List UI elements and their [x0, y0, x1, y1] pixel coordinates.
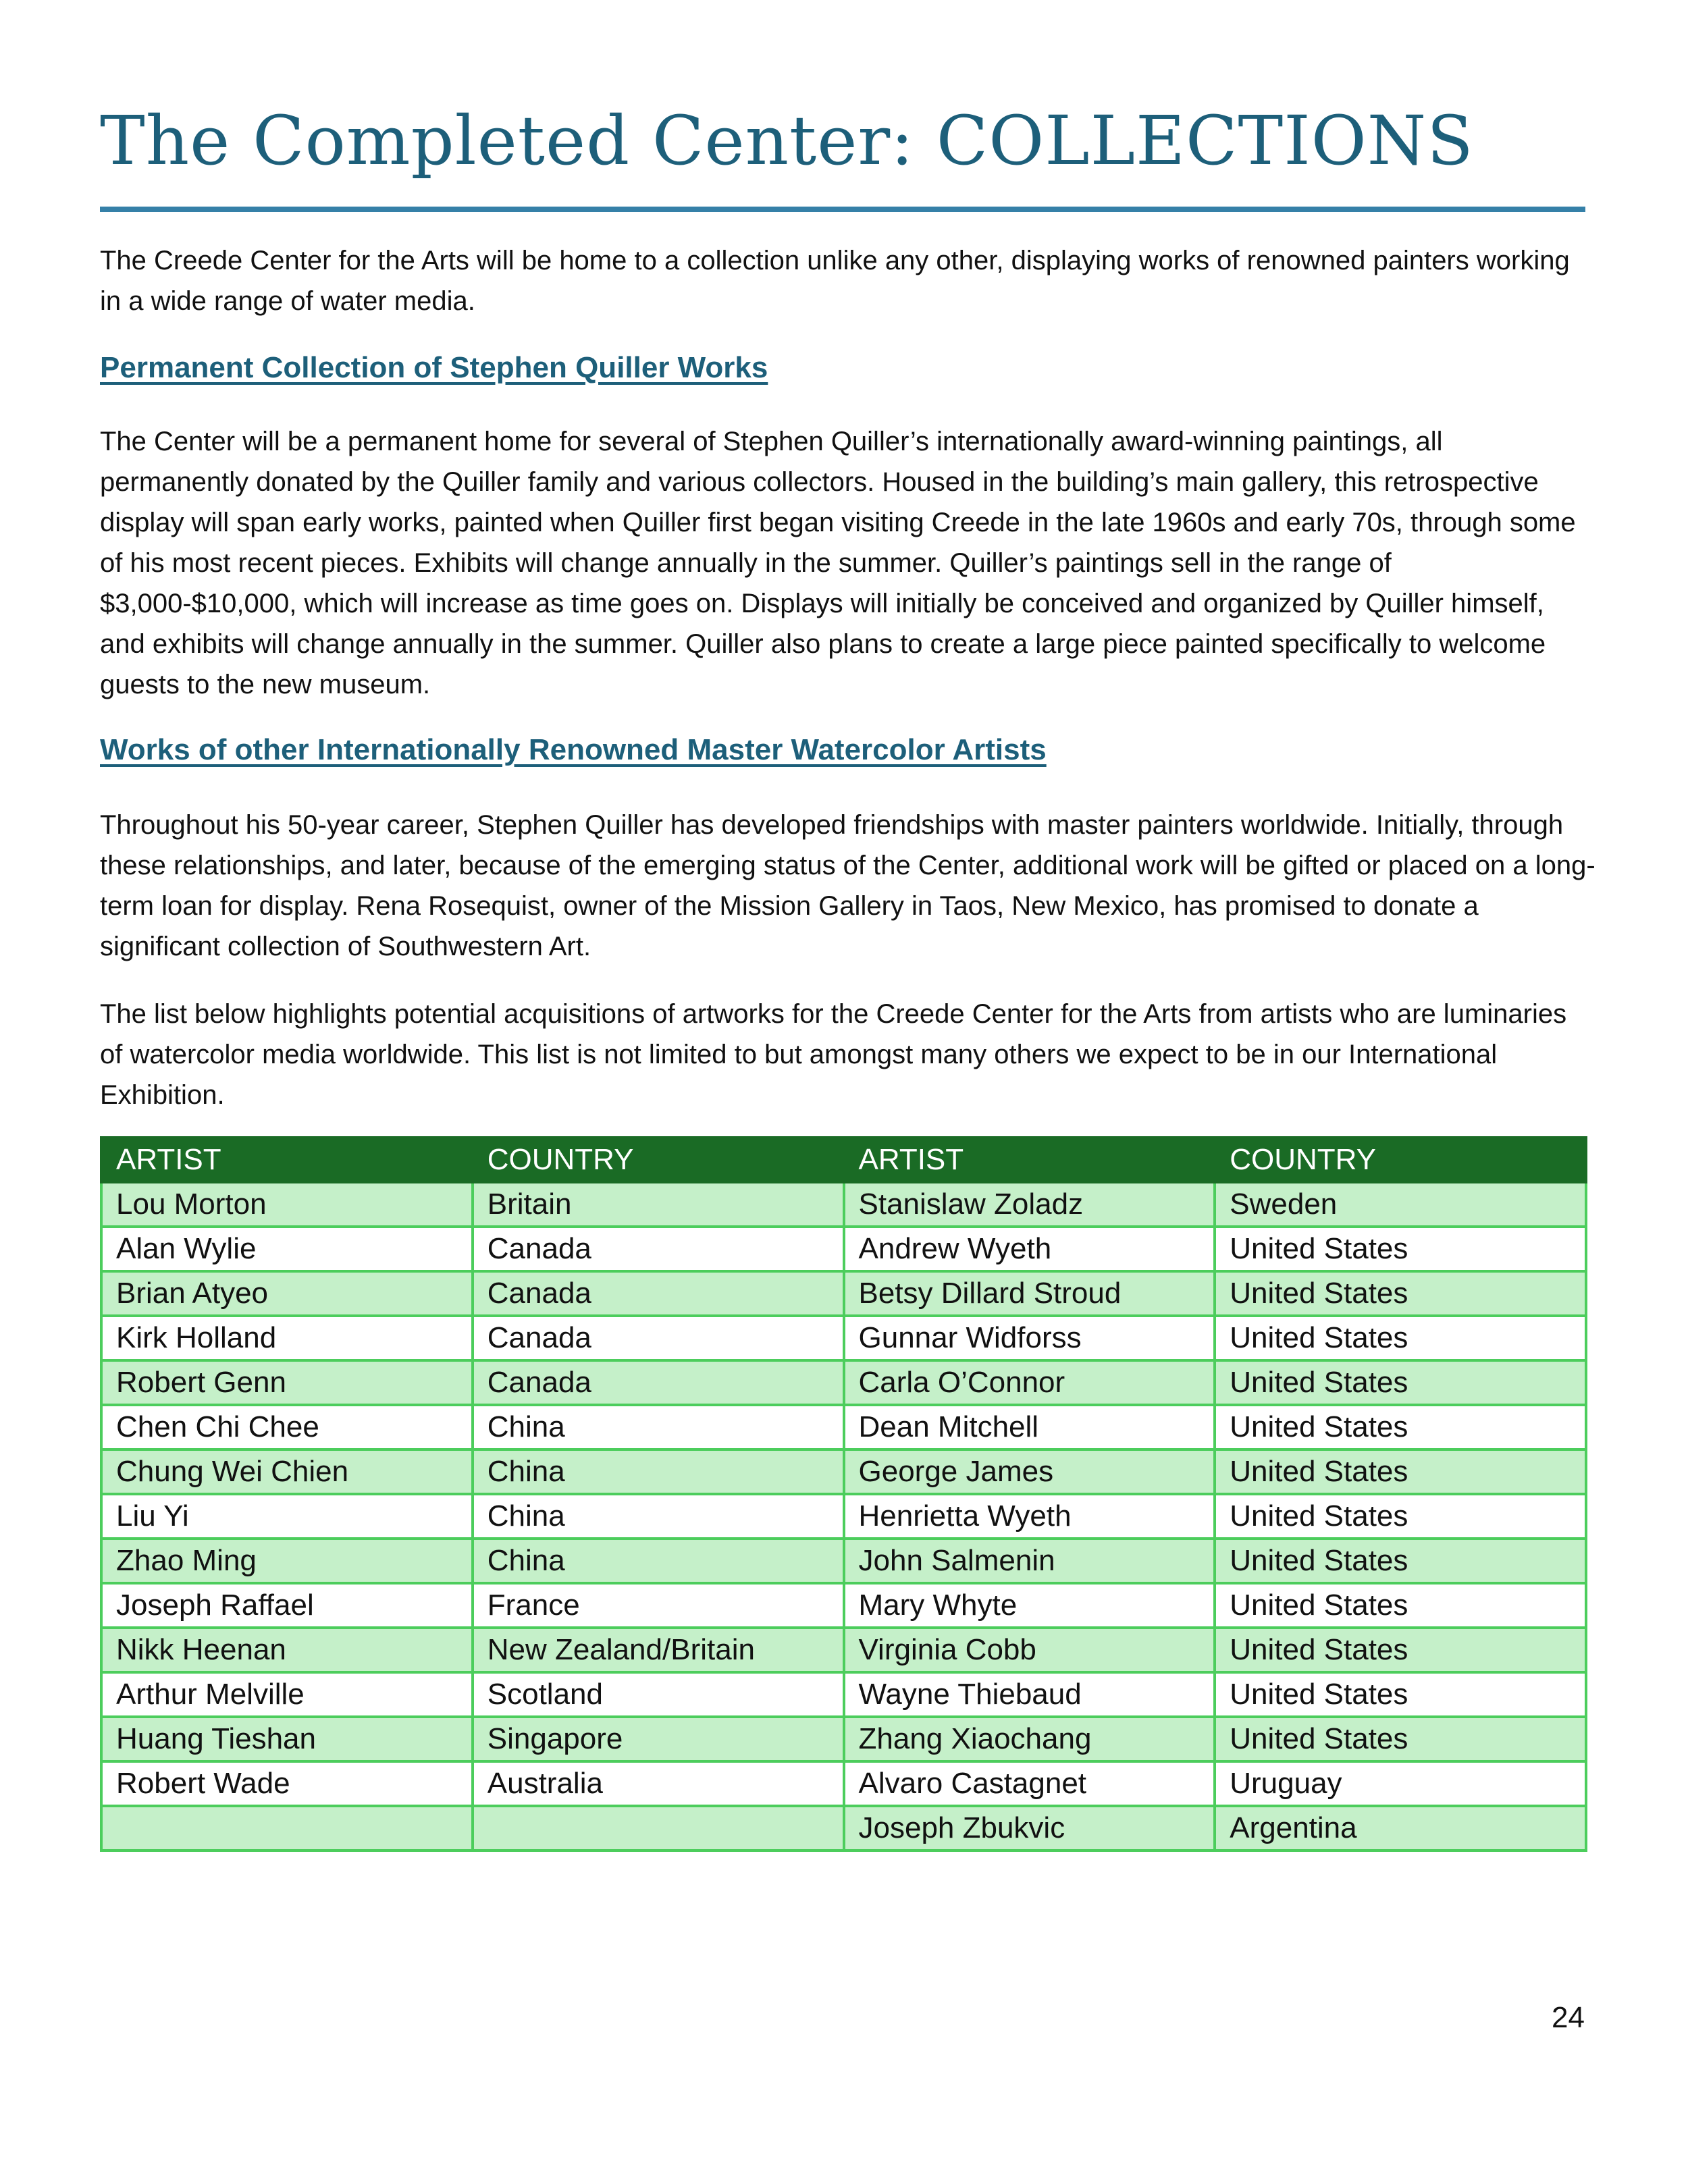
artist-cell: Wayne Thiebaud: [844, 1672, 1215, 1717]
table-header-row: [101, 1138, 1586, 1182]
section-heading-permanent-collection: Permanent Collection of Stephen Quiller Works: [100, 351, 768, 384]
artist-cell: Arthur Melville: [101, 1672, 473, 1717]
header-artist-2: ARTIST: [844, 1138, 1215, 1182]
artist-cell: Andrew Wyeth: [844, 1227, 1215, 1271]
artist-cell: Carla O’Connor: [844, 1360, 1215, 1405]
artist-cell: Lou Morton: [101, 1182, 473, 1227]
country-cell: Uruguay: [1215, 1761, 1586, 1806]
table-row: [101, 1628, 1586, 1672]
country-cell: United States: [1215, 1628, 1586, 1672]
artist-cell: Henrietta Wyeth: [844, 1494, 1215, 1539]
country-cell: China: [473, 1405, 844, 1449]
friendships-paragraph: Throughout his 50-year career, Stephen Quiller has developed friendships with master painters worldwide. Initially, through these relationships, and later, because of the emerging status of the Center, additional work will be gifted or placed on a long-term loan for display. Rena Rosequist, owner of the Mission Gallery in Taos, New Mexico, has promised to donate a significant collection of Southwestern Art.: [100, 810, 1595, 961]
country-cell: China: [473, 1539, 844, 1583]
artist-cell: Robert Genn: [101, 1360, 473, 1405]
artist-cell: Virginia Cobb: [844, 1628, 1215, 1672]
country-cell: [473, 1806, 844, 1850]
artist-cell: Brian Atyeo: [101, 1271, 473, 1316]
country-cell: Canada: [473, 1271, 844, 1316]
artist-cell: Dean Mitchell: [844, 1405, 1215, 1449]
country-cell: Sweden: [1215, 1182, 1586, 1227]
table-row: [101, 1316, 1586, 1360]
country-cell: United States: [1215, 1449, 1586, 1494]
country-cell: United States: [1215, 1583, 1586, 1628]
artist-cell: John Salmenin: [844, 1539, 1215, 1583]
artist-cell: Alan Wylie: [101, 1227, 473, 1271]
artist-cell: Chen Chi Chee: [101, 1405, 473, 1449]
country-cell: China: [473, 1494, 844, 1539]
title-divider: [100, 207, 1585, 212]
artist-cell: Nikk Heenan: [101, 1628, 473, 1672]
permanent-collection-paragraph: The Center will be a permanent home for several of Stephen Quiller’s internationally award-winning paintings, all permanently donated by the Quiller family and various collectors. Housed in the building’s main gallery, this retrospective display will span early works, painted when Quiller first began visiting Creede in the late 1960s and early 70s, through some of his most recent pieces. Exhibits will change annually in the summer. Quiller’s paintings sell in the range of $3,000-$10,000, which will increase as time goes on. Displays will initially be conceived and organized by Quiller himself, and exhibits will change annually in the summer. Quiller also plans to create a large piece painted specifically to welcome guests to the new museum.: [100, 427, 1576, 699]
artist-cell: Zhang Xiaochang: [844, 1717, 1215, 1761]
intro-paragraph: The Creede Center for the Arts will be home to a collection unlike any other, displaying works of renowned painters working in a wide range of water media.: [100, 246, 1570, 316]
country-cell: China: [473, 1449, 844, 1494]
artist-cell: Betsy Dillard Stroud: [844, 1271, 1215, 1316]
table-row: [101, 1271, 1586, 1316]
acquisitions-paragraph: The list below highlights potential acquisitions of artworks for the Creede Center for the Arts from artists who are luminaries of watercolor media worldwide. This list is not limited to but amongst many others we expect to be in our International Exhibition.: [100, 999, 1567, 1110]
page-title: The Completed Center: COLLECTIONS: [100, 101, 1474, 180]
country-cell: Singapore: [473, 1717, 844, 1761]
artist-cell: Chung Wei Chien: [101, 1449, 473, 1494]
table-row: [101, 1227, 1586, 1271]
artist-cell: Zhao Ming: [101, 1539, 473, 1583]
country-cell: Canada: [473, 1360, 844, 1405]
artist-cell: Joseph Zbukvic: [844, 1806, 1215, 1850]
table-row: [101, 1761, 1586, 1806]
country-cell: United States: [1215, 1672, 1586, 1717]
artist-cell: Alvaro Castagnet: [844, 1761, 1215, 1806]
table-row: [101, 1360, 1586, 1405]
table-row: [101, 1539, 1586, 1583]
artist-cell: Joseph Raffael: [101, 1583, 473, 1628]
country-cell: Canada: [473, 1316, 844, 1360]
country-cell: France: [473, 1583, 844, 1628]
artist-cell: Gunnar Widforss: [844, 1316, 1215, 1360]
country-cell: United States: [1215, 1539, 1586, 1583]
artist-cell: George James: [844, 1449, 1215, 1494]
country-cell: Australia: [473, 1761, 844, 1806]
country-cell: Argentina: [1215, 1806, 1586, 1850]
header-country-1: COUNTRY: [473, 1138, 844, 1182]
table-row: [101, 1405, 1586, 1449]
artist-cell: Mary Whyte: [844, 1583, 1215, 1628]
artists-table: [100, 1136, 1587, 1852]
header-artist-1: ARTIST: [101, 1138, 473, 1182]
artist-cell: Stanislaw Zoladz: [844, 1182, 1215, 1227]
section-heading-renowned-artists: Works of other Internationally Renowned Master Watercolor Artists: [100, 733, 1047, 766]
table-row: [101, 1806, 1586, 1850]
table-row: [101, 1672, 1586, 1717]
artist-cell: Robert Wade: [101, 1761, 473, 1806]
country-cell: United States: [1215, 1717, 1586, 1761]
table-row: [101, 1449, 1586, 1494]
table-row: [101, 1182, 1586, 1227]
country-cell: Scotland: [473, 1672, 844, 1717]
country-cell: United States: [1215, 1271, 1586, 1316]
table-row: [101, 1717, 1586, 1761]
country-cell: Britain: [473, 1182, 844, 1227]
table-row: [101, 1583, 1586, 1628]
country-cell: United States: [1215, 1405, 1586, 1449]
country-cell: New Zealand/Britain: [473, 1628, 844, 1672]
country-cell: United States: [1215, 1360, 1586, 1405]
artist-cell: Kirk Holland: [101, 1316, 473, 1360]
country-cell: United States: [1215, 1316, 1586, 1360]
country-cell: United States: [1215, 1227, 1586, 1271]
country-cell: United States: [1215, 1494, 1586, 1539]
country-cell: Canada: [473, 1227, 844, 1271]
page-number: 24: [1552, 2001, 1585, 2034]
artist-cell: [101, 1806, 473, 1850]
table-row: [101, 1494, 1586, 1539]
artist-cell: Huang Tieshan: [101, 1717, 473, 1761]
header-country-2: COUNTRY: [1215, 1138, 1586, 1182]
artist-cell: Liu Yi: [101, 1494, 473, 1539]
